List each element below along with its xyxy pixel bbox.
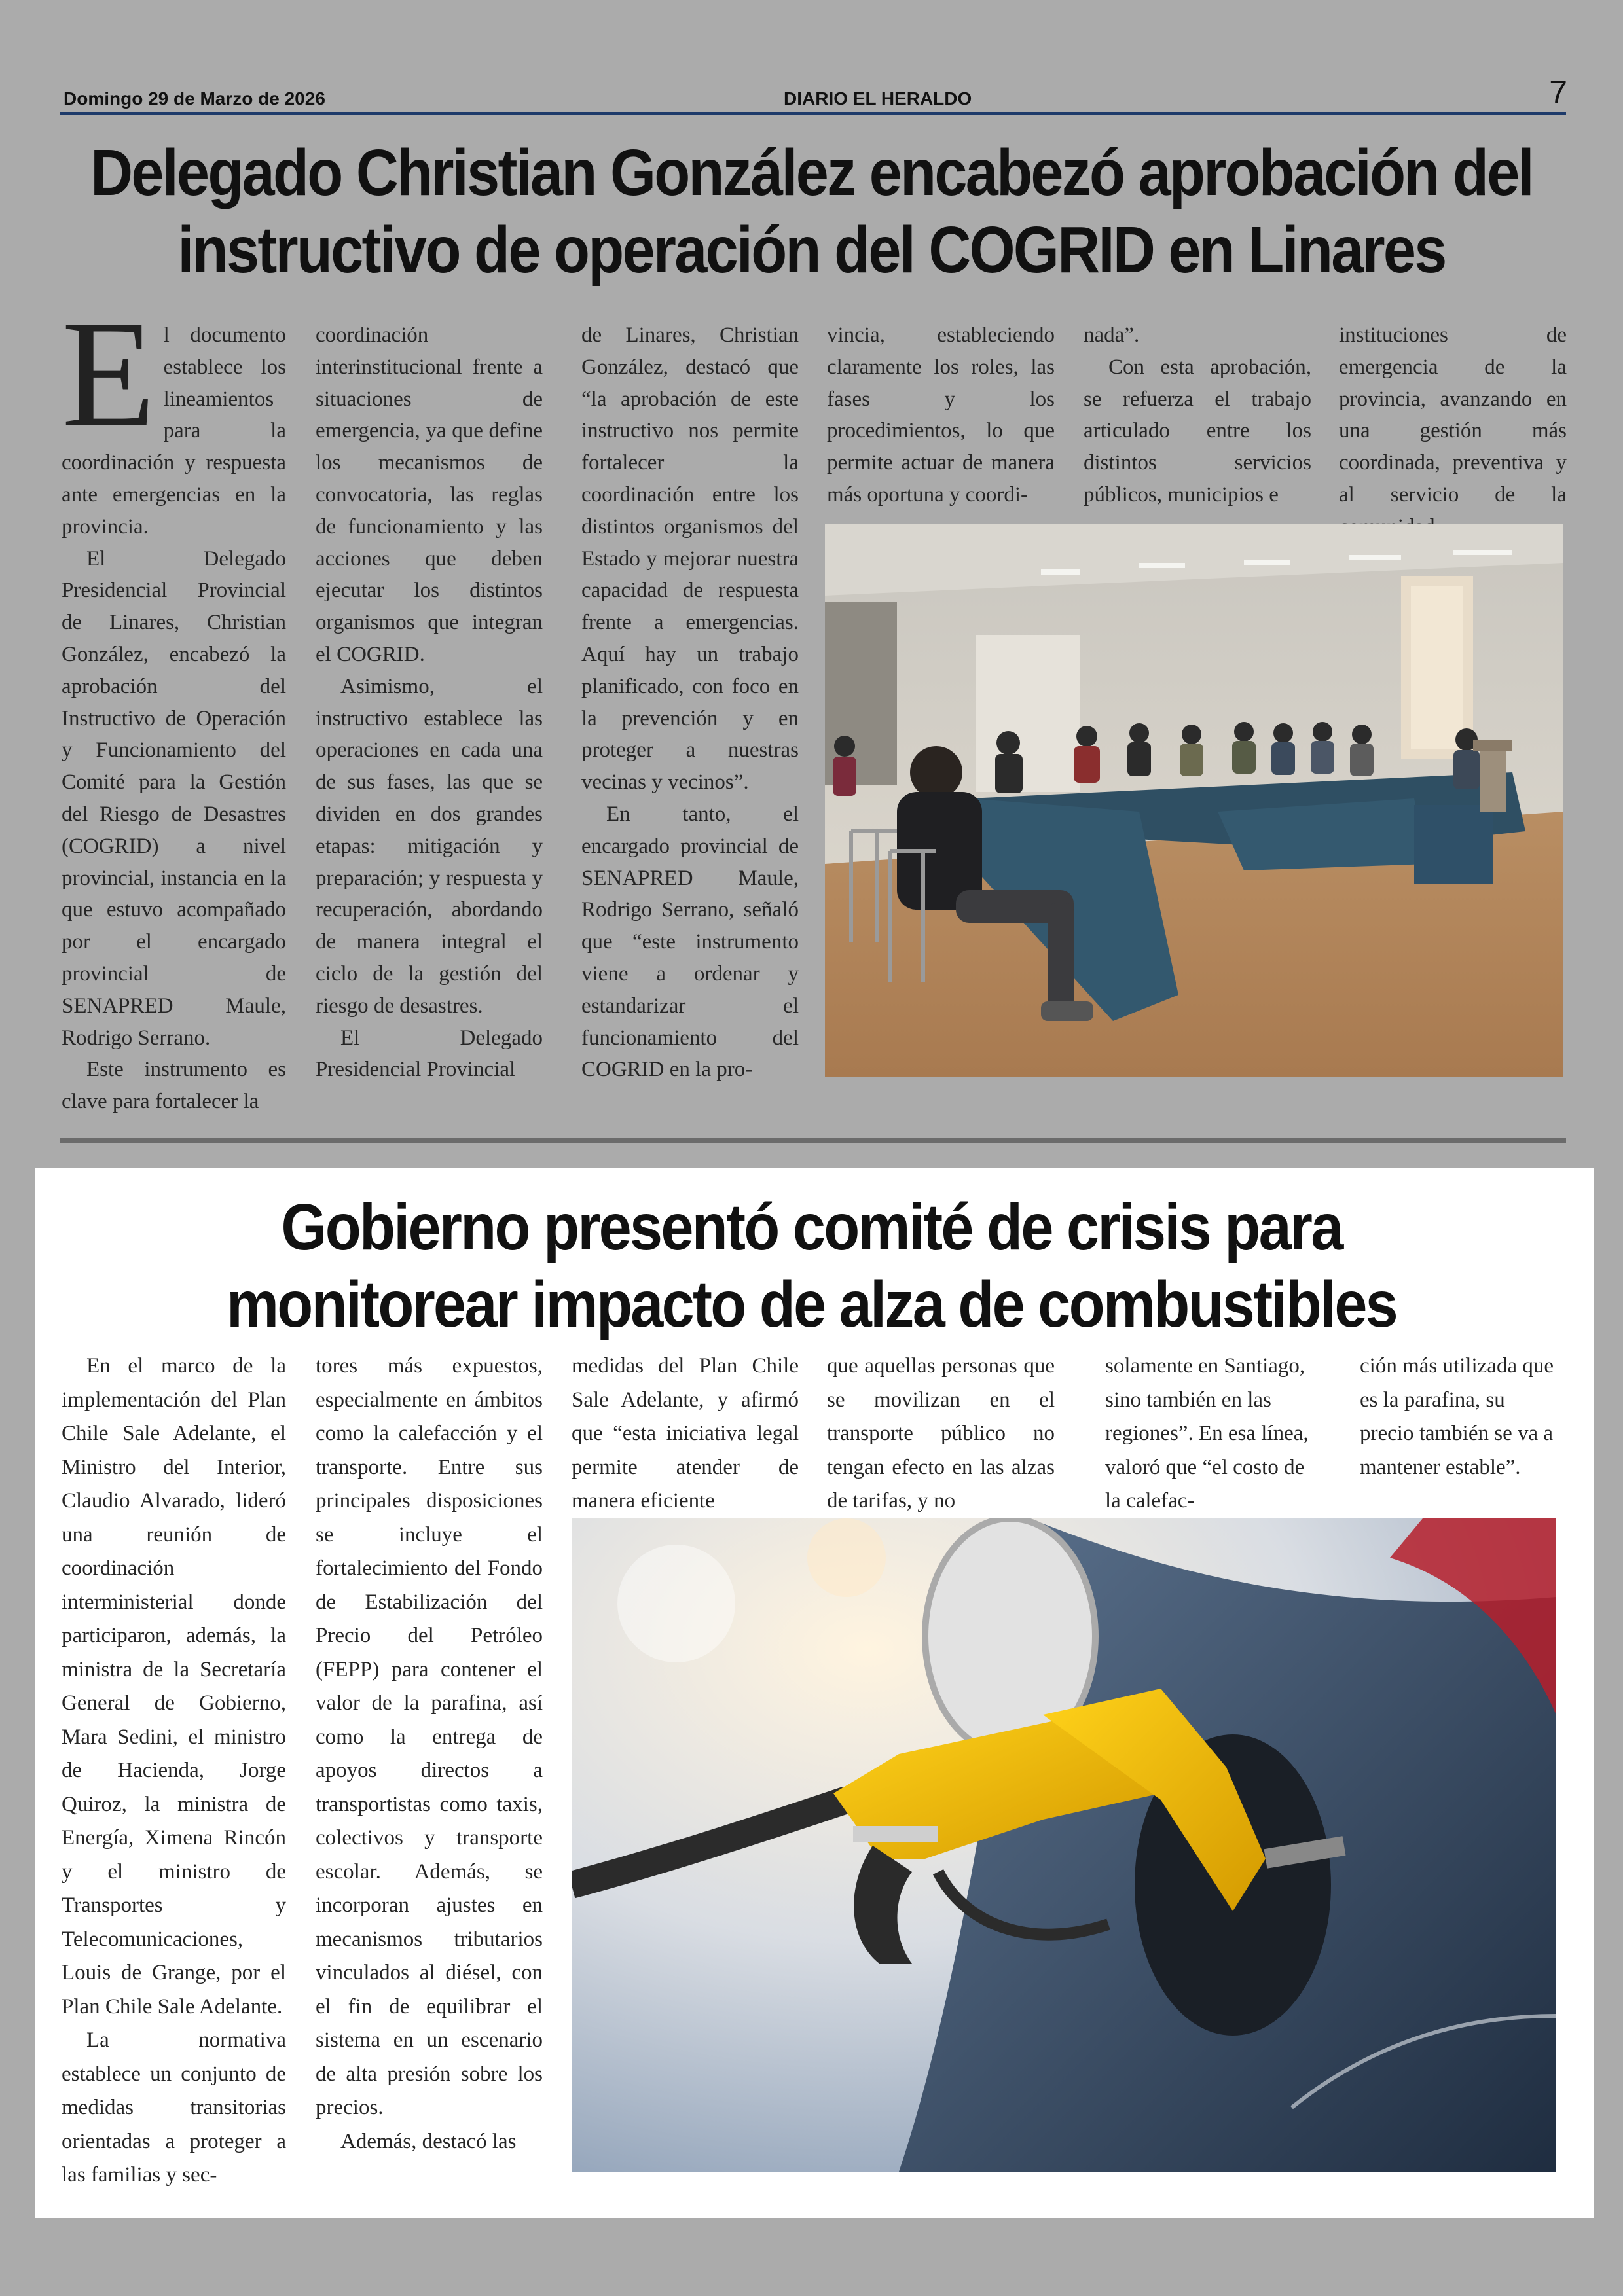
meeting-illustration [825, 524, 1563, 1077]
header-rule [60, 112, 1566, 115]
paragraph: El Delegado Presidencial Provincial [316, 1026, 543, 1082]
paragraph: de Linares, Christian González, destacó que “la aprobación de este instructivo nos permite fortalecer la coordinación entre los distintos organismos del Estado y mejorar nuestra capacidad de respuesta frente a emergencias. Aquí hay un trabajo planificado, con foco en la prevención y en proteger a nuestras vecinas y vecinos”. [581, 323, 799, 795]
paragraph: nada”. [1084, 323, 1140, 347]
paragraph: La normativa establece un conjunto de medidas transitorias orientadas a proteger a las familias y sec- [62, 2028, 286, 2187]
article2-column-6 [1360, 1350, 1556, 1484]
article1-headline-line1: Delegado Christian González encabezó aprobación del [90, 136, 1533, 209]
publication-date: Domingo 29 de Marzo de 2026 [64, 88, 325, 109]
paragraph: ción más utilizada que es la parafina, su precio también se va a mantener estable”. [1360, 1354, 1554, 1479]
paragraph: coordinación interinstitucional frente a situaciones de emergencia, ya que define los mecanismos de convocatoria, las reglas de funcionamiento y las acciones que deben ejecutar los distintos organismos que integran el COGRID. [316, 323, 543, 666]
paragraph: En tanto, el encargado provincial de SENAPRED Maule, Rodrigo Serrano, señaló que “este instrumento viene a ordenar y estandarizar el funcionamiento del COGRID en la pro- [581, 802, 799, 1082]
article2-column-5 [1105, 1350, 1311, 1518]
article1-column-6 [1339, 319, 1567, 543]
fuel-nozzle-photo [572, 1518, 1556, 2172]
paragraph: que aquellas personas que se movilizan en el transporte público no tengan efecto en las alzas de tarifas, y no [827, 1354, 1055, 1513]
article1-column-4 [827, 319, 1055, 511]
article2-column-3 [572, 1350, 799, 1518]
paragraph: Además, destacó las [340, 2129, 517, 2153]
article1-column-3 [581, 319, 799, 1086]
article1-headline [81, 134, 1542, 289]
paragraph: vincia, estableciendo claramente los roles, las fases y los procedimientos, lo que permite actuar de manera más oportuna y coordi- [827, 323, 1055, 507]
article2-headline [81, 1189, 1542, 1343]
article2-column-2 [316, 1350, 543, 2159]
meeting-photo [825, 524, 1563, 1077]
article1-headline-line2: instructivo de operación del COGRID en Linares [177, 213, 1446, 287]
paragraph: medidas del Plan Chile Sale Adelante, y afirmó que “esta iniciativa legal permite atender de manera eficiente [572, 1354, 799, 1513]
paragraph: En el marco de la implementación del Plan Chile Sale Adelante, el Ministro del Interior, Claudio Alvarado, lideró una reunión de coordinación interministerial donde participaron, además, la ministra de la Secretaría General de Gobierno, Mara Sedini, el ministro de Hacienda, Jorge Quiroz, la ministra de Energía, Ximena Rincón y el ministro de Transportes y Telecomunicaciones, Louis de Grange, por el Plan Chile Sale Adelante. [62, 1354, 286, 2018]
paragraph: Con esta aprobación, se refuerza el trabajo articulado entre los distintos servicios públicos, municipios e [1084, 355, 1311, 507]
article2-column-4 [827, 1350, 1055, 1518]
page-number: 7 [1549, 74, 1567, 111]
section-divider [60, 1138, 1566, 1143]
drop-cap: E [62, 289, 156, 459]
paragraph: Este instrumento es clave para fortalecer la [62, 1058, 286, 1114]
paragraph: Asimismo, el instructivo establece las operaciones en cada una de sus fases, las que se dividen en dos grandes etapas: mitigación y preparación; y respuesta y recuperación, abordando de manera integral el ciclo de la gestión del riesgo de desastres. [316, 674, 543, 1018]
article2-column-1 [62, 1350, 286, 2193]
paragraph: l documento establece los lineamientos para la coordinación y respuesta ante emergencias en la provincia. [62, 323, 286, 539]
paragraph: tores más expuestos, especialmente en ámbitos como la calefacción y el transporte. Entre sus principales disposiciones se incluye el fortalecimiento del Fondo de Estabilización del Precio del Petróleo (FEPP) para contener el valor de la parafina, así como la entrega de apoyos directos a transportistas como taxis, colectivos y transporte escolar. Además, se incorporan ajustes en mecanismos tributarios vinculados al diésel, con el fin de equilibrar el sistema en un escenario de alta presión sobre los precios. [316, 1354, 543, 2119]
article1-column-1 [62, 289, 286, 1118]
article2-headline-line1: Gobierno presentó comité de crisis para [281, 1191, 1342, 1264]
fuel-nozzle-illustration [572, 1518, 1556, 2172]
article2-headline-line2: monitorear impacto de alza de combustibles [226, 1268, 1397, 1341]
article1-column-5 [1084, 319, 1311, 511]
newspaper-name: DIARIO EL HERALDO [784, 88, 972, 109]
paragraph: instituciones de emergencia de la provincia, avanzando en una gestión más coordinada, preventiva y al servicio de la [1339, 323, 1567, 507]
paragraph: solamente en Santiago, sino también en las regiones”. En esa línea, valoró que “el costo de la calefac- [1105, 1354, 1309, 1513]
paragraph: El Delegado Presidencial Provincial de Linares, Christian González, encabezó la aprobación del Instructivo de Operación y Funcionamiento del Comité para la Gestión del Riesgo de Desastres (COGRID) a nivel provincial, instancia en la que estuvo acompañado por el encargado provincial de SENAPRED Maule, Rodrigo Serrano. [62, 547, 286, 1050]
article1-column-2 [316, 319, 543, 1086]
